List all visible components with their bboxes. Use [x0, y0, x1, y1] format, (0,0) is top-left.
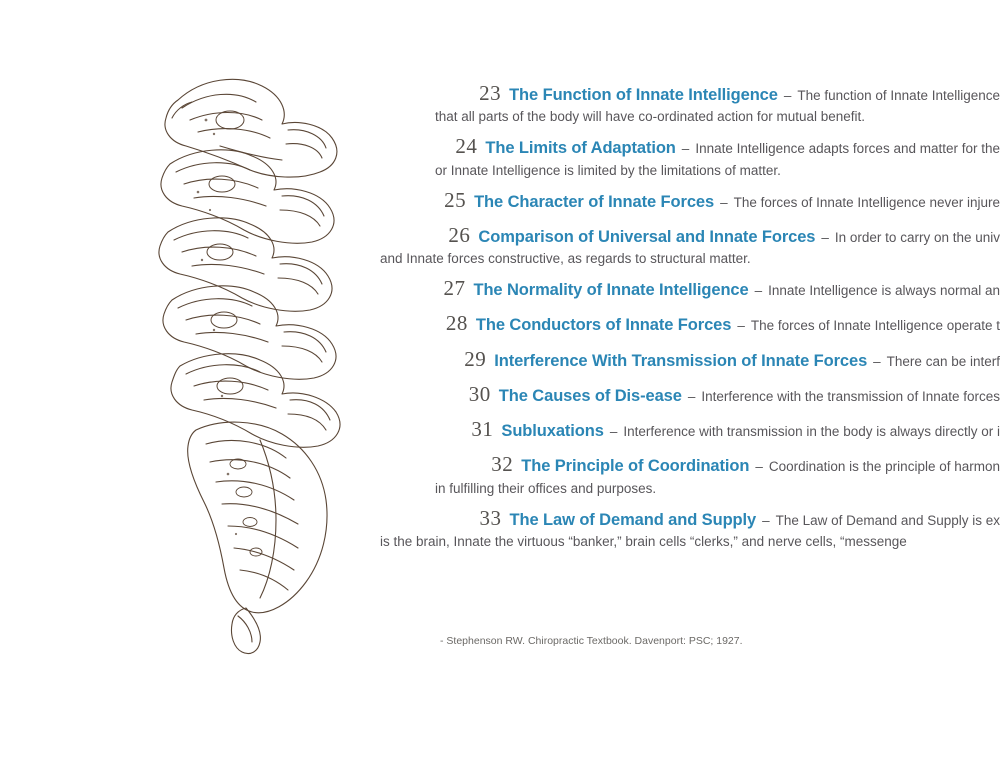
- principle-dash: –: [873, 353, 881, 369]
- principle-item: [380, 381, 1000, 407]
- principle-number: 33: [479, 505, 502, 530]
- source-citation: - Stephenson RW. Chiropractic Textbook. Davenport: PSC; 1927.: [440, 635, 743, 647]
- principle-continuation: or Innate Intelligence is limited by the limitations of matter.: [435, 162, 781, 178]
- principles-list: [380, 80, 1000, 558]
- principle-dash: –: [737, 318, 745, 334]
- principle-title: The Limits of Adaptation: [485, 139, 676, 158]
- principle-title: Comparison of Universal and Innate Forces: [478, 227, 816, 246]
- principle-dash: –: [783, 88, 792, 103]
- principle-first-line: [380, 80, 1000, 106]
- principle-dash: –: [821, 229, 829, 245]
- principle-number: 32: [491, 452, 514, 477]
- principle-title: Interference With Transmission of Innate Forces: [494, 351, 868, 370]
- principle-dash: –: [754, 283, 763, 298]
- principle-dash: –: [755, 459, 763, 475]
- principle-number: 27: [443, 276, 466, 300]
- principle-item: [380, 275, 1000, 301]
- principle-number: 24: [455, 134, 478, 159]
- principle-title: The Conductors of Innate Forces: [475, 316, 732, 335]
- principle-number: 30: [468, 381, 491, 406]
- principle-first-line: [380, 346, 1000, 372]
- principle-body: Interference with transmission in the body is always directly or i: [623, 424, 1000, 439]
- principle-dash: –: [687, 388, 696, 404]
- principle-dash: –: [762, 512, 770, 528]
- principle-item: [380, 416, 1000, 442]
- principle-title: The Causes of Dis-ease: [498, 386, 682, 405]
- principle-first-line: [380, 310, 1000, 336]
- principle-first-line: [380, 451, 1000, 477]
- principle-body: The function of Innate Intelligence: [797, 88, 1000, 103]
- principle-item: [380, 451, 1000, 495]
- principle-continuation: is the brain, Innate the virtuous “banker,” brain cells “clerks,” and nerve cells, “messenge: [380, 533, 907, 549]
- principle-item: [380, 133, 1000, 177]
- principle-number: 25: [444, 187, 467, 212]
- principle-body: The forces of Innate Intelligence never injure: [733, 194, 1000, 210]
- principle-body: Interference with the transmission of Innate forces: [701, 388, 1000, 404]
- principle-title: The Character of Innate Forces: [474, 192, 715, 211]
- principle-body: There can be interf: [886, 353, 1000, 369]
- principle-title: The Normality of Innate Intelligence: [473, 281, 749, 299]
- principle-number: 23: [479, 81, 502, 105]
- principle-body: Coordination is the principle of harmon: [768, 459, 1000, 475]
- principle-number: 28: [445, 311, 468, 336]
- principle-title: The Function of Innate Intelligence: [509, 86, 778, 104]
- principle-body: The forces of Innate Intelligence operate t: [750, 318, 1000, 334]
- principle-first-line: [380, 222, 1000, 248]
- principle-body: Innate Intelligence is always normal an: [768, 283, 1000, 298]
- principle-first-line: [380, 187, 1000, 213]
- principle-item: [380, 310, 1000, 336]
- principle-number: 26: [448, 222, 471, 247]
- principle-item: [380, 222, 1000, 266]
- principle-first-line: [380, 381, 1000, 407]
- principle-dash: –: [720, 194, 728, 210]
- principle-first-line: [380, 416, 1000, 442]
- principle-title: Subluxations: [501, 422, 604, 440]
- principle-item: [380, 505, 1000, 549]
- principle-dash: –: [609, 424, 618, 439]
- principle-body: In order to carry on the univ: [834, 229, 1000, 245]
- principle-item: [380, 346, 1000, 372]
- principle-title: The Law of Demand and Supply: [509, 510, 757, 529]
- principle-body: The Law of Demand and Supply is ex: [775, 512, 1000, 528]
- principle-item: [380, 187, 1000, 213]
- principle-body: Innate Intelligence adapts forces and matter for the: [695, 141, 1000, 157]
- principle-title: The Principle of Coordination: [521, 457, 750, 476]
- principle-continuation: in fulfilling their offices and purposes.: [435, 480, 657, 496]
- lumbar-spine-sacrum-engraving-illustration: [110, 60, 390, 660]
- principle-number: 31: [471, 417, 494, 441]
- principle-first-line: [380, 275, 1000, 301]
- principle-item: [380, 80, 1000, 124]
- principle-continuation: and Innate forces constructive, as regards to structural matter.: [380, 251, 751, 266]
- principle-continuation: that all parts of the body will have co-ordinated action for mutual benefit.: [435, 109, 865, 125]
- principle-dash: –: [681, 141, 690, 157]
- principle-first-line: [380, 505, 1000, 531]
- principle-first-line: [380, 133, 1000, 159]
- principle-number: 29: [464, 346, 487, 371]
